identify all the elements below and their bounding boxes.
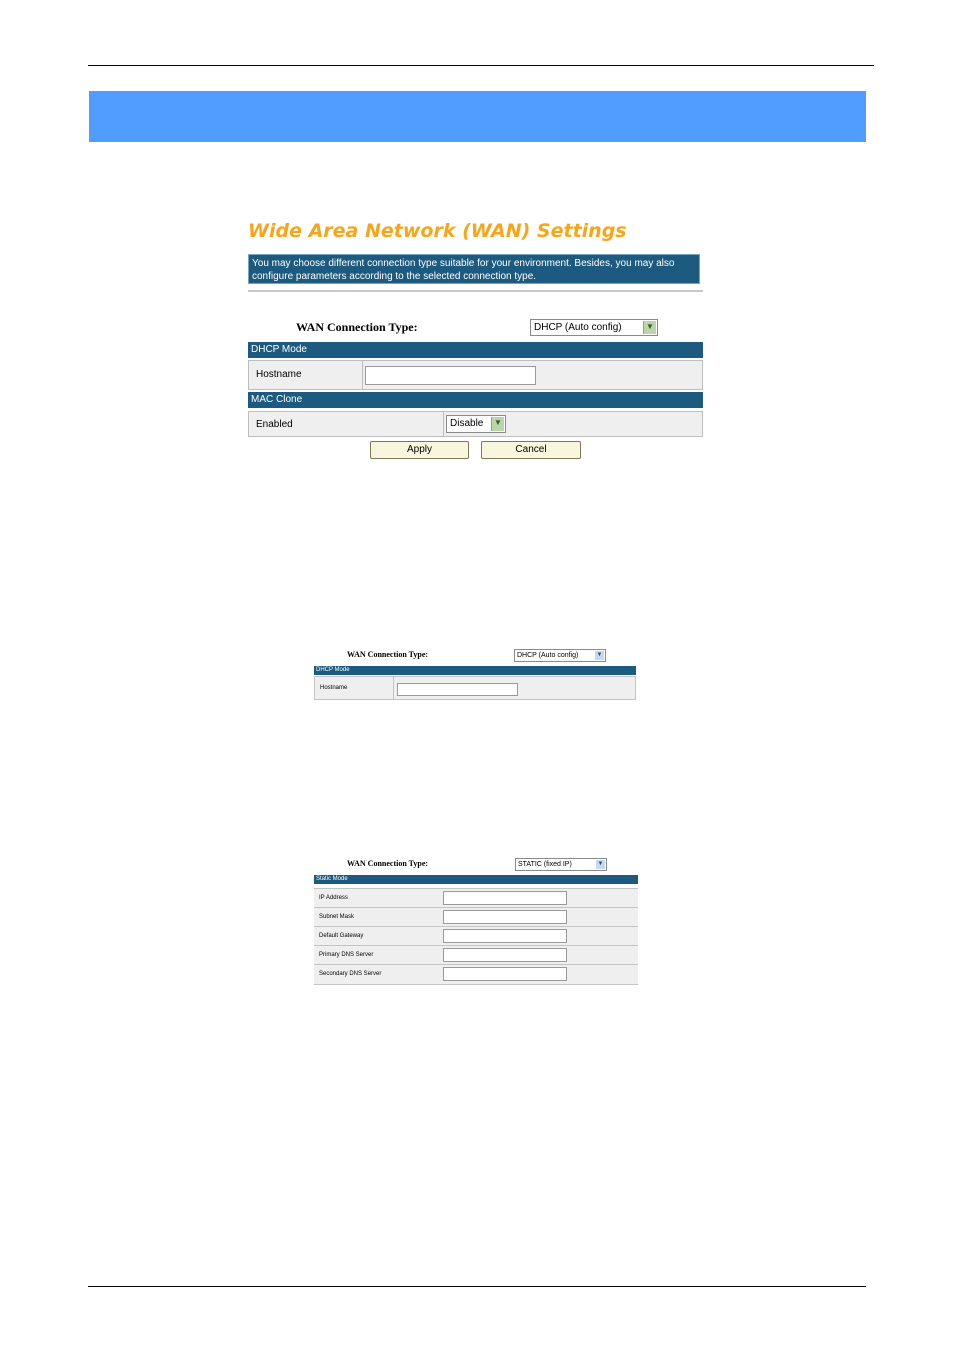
chevron-down-icon: ▼ [597,861,604,867]
chevron-down-icon: ▼ [596,652,603,658]
connection-type-label: WAN Connection Type: [347,650,429,659]
hostname-label: Hostname [256,369,302,380]
default-gateway-label: Default Gateway [319,933,364,939]
ip-address-label: IP Address [319,895,348,901]
divider [248,290,703,292]
hostname-input[interactable] [365,366,536,385]
hostname-row [314,676,636,700]
footer-rule [88,1286,866,1287]
section-banner [89,91,866,142]
primary-dns-label: Primary DNS Server [319,952,374,958]
connection-type-value: DHCP (Auto config) [517,652,579,659]
mac-clone-value: Disable [450,418,484,429]
enabled-label: Enabled [256,419,293,430]
cancel-button[interactable]: Cancel [481,441,581,459]
apply-button[interactable]: Apply [370,441,469,459]
primary-dns-row [314,946,638,965]
ip-address-row [314,889,638,908]
enabled-row [248,411,703,437]
default-gateway-row [314,927,638,946]
connection-type-select[interactable] [514,649,606,662]
hostname-input[interactable] [397,683,518,696]
chevron-down-icon: ▼ [643,321,656,334]
connection-type-value: STATIC (fixed IP) [518,861,572,868]
default-gateway-input[interactable] [443,929,567,943]
dhcp-mode-screenshot [314,648,639,703]
page-title: Wide Area Network (WAN) Settings [248,220,627,242]
connection-type-select[interactable] [530,319,658,336]
description-box: You may choose different connection type suitable for your environment. Besides, you may also configure parameters according to the selected connection type. [248,254,700,284]
mac-clone-header: MAC Clone [248,392,703,408]
subnet-mask-input[interactable] [443,910,567,924]
static-mode-screenshot [314,857,640,987]
secondary-dns-input[interactable] [443,967,567,981]
chevron-down-icon: ▼ [491,417,504,431]
wan-settings-screenshot [248,220,704,465]
header-rule [88,65,874,66]
hostname-label: Hostname [320,685,348,691]
static-mode-header: Static Mode [314,875,638,884]
connection-type-label: WAN Connection Type: [347,859,429,868]
dhcp-mode-header: DHCP Mode [314,666,636,675]
subnet-mask-label: Subnet Mask [319,914,355,920]
connection-type-label: WAN Connection Type: [296,320,418,334]
hostname-row [248,360,703,390]
dhcp-mode-header: DHCP Mode [248,342,703,358]
connection-type-select[interactable] [515,858,607,871]
secondary-dns-label: Secondary DNS Server [319,971,382,977]
ip-address-input[interactable] [443,891,567,905]
subnet-mask-row [314,908,638,927]
mac-clone-select[interactable] [446,415,506,433]
connection-type-value: DHCP (Auto config) [534,322,622,333]
primary-dns-input[interactable] [443,948,567,962]
secondary-dns-row [314,965,638,984]
